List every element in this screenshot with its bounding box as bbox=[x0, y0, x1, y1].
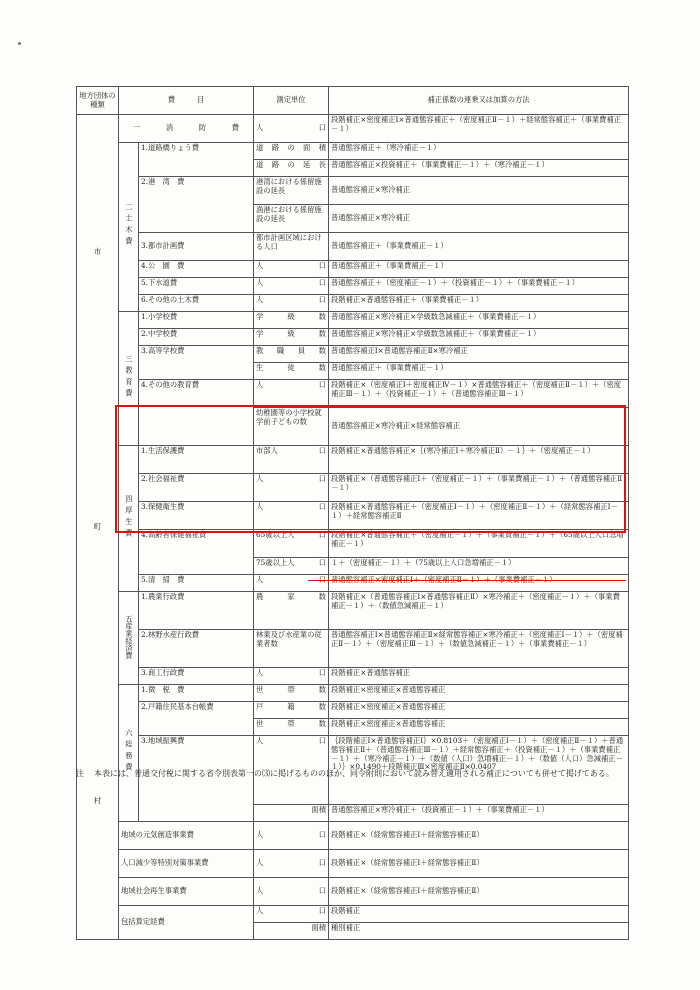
table-row bbox=[77, 530, 629, 558]
group-somu: 六総務費 bbox=[119, 685, 139, 822]
group-kyoiku: 三教育費 bbox=[119, 312, 139, 446]
item-cell: 5.下水道費 bbox=[139, 278, 254, 295]
item-cell: 1.農業行政費 bbox=[139, 592, 254, 630]
header-local-gov-type: 地方団体の種類 bbox=[77, 87, 119, 115]
table-row bbox=[77, 278, 629, 295]
method-cell bbox=[329, 575, 629, 592]
unit-cell: 教職員数 bbox=[254, 346, 329, 363]
unit-cell: 人 口 bbox=[254, 878, 329, 906]
table-row bbox=[77, 575, 629, 592]
group-kosei: 四厚生費 bbox=[119, 446, 139, 592]
unit-cell: 面積 bbox=[254, 923, 329, 940]
method-cell: 普通態容補正＋（事業費補正－１） bbox=[329, 233, 629, 261]
unit-cell: 港湾における係留施設の延長 bbox=[254, 177, 329, 205]
method-cell: 種別補正 bbox=[329, 923, 629, 940]
table-header-row bbox=[77, 87, 629, 115]
item-cell: 6.その他の土木費 bbox=[139, 295, 254, 312]
group-doboku: 二土木費 bbox=[119, 143, 139, 312]
header-method: 補正係数の連乗又は加算の方法 bbox=[329, 87, 629, 115]
unit-cell: 学級数 bbox=[254, 312, 329, 329]
item-cell: 3.商工行政費 bbox=[139, 668, 254, 685]
method-cell: 普通態容補正×寒冷補正 bbox=[329, 205, 629, 233]
header-expense-item: 費 目 bbox=[119, 87, 254, 115]
item-cell: 3.地域振興費 bbox=[139, 736, 254, 822]
item-cell: 5.清 掃 費 bbox=[139, 575, 254, 592]
item-cell: 3.保健衛生費 bbox=[139, 502, 254, 530]
item-cell: 3.高等学校費 bbox=[139, 346, 254, 380]
item-shobo: 一 消 防 費 bbox=[119, 115, 254, 143]
method-cell: ｛段階補正Ⅰ×普通態容補正Ⅰ｝×0.8103＋（密度補正Ⅰ－１）＋（密度補正Ⅱ－１）＋普通態容補正Ⅱ＋（普通態容補正Ⅲ－１）＋経常態容補正＋（投資補正－１）＋（事業費補正－１）＋（寒冷補正－１）＋（数値（人口）急増補正－１）＋（数値（人口）急減補正－１）｝×0.1490＋段階補正Ⅲ×密度補正Ⅱ×0.0407 bbox=[329, 736, 629, 805]
item-cell: 3.都市計画費 bbox=[139, 233, 254, 261]
method-cell: 普通態容補正×寒冷補正×学級数急減補正＋（事業費補正－１） bbox=[329, 312, 629, 329]
item-cell: 1.徴 税 費 bbox=[139, 685, 254, 702]
unit-cell: 道路の面積 bbox=[254, 143, 329, 160]
group-sangyo: 五産業経済費 bbox=[119, 592, 139, 685]
category-son: 村 bbox=[93, 796, 102, 806]
table-row bbox=[77, 177, 629, 205]
table-row bbox=[77, 346, 629, 363]
method-cell: 段階補正×（経常態容補正Ⅰ＋経常態容補正Ⅱ） bbox=[329, 878, 629, 906]
unit-cell: 人 口 bbox=[254, 474, 329, 502]
correction-method-table bbox=[76, 86, 629, 940]
unit-cell: 幼稚園等の小学校就学前子どもの数 bbox=[254, 408, 329, 446]
method-cell: 段階補正×普通態容補正 bbox=[329, 668, 629, 685]
method-cell: 普通態容補正Ⅰ×普通態容補正Ⅱ×寒冷補正 bbox=[329, 346, 629, 363]
unit-cell: 農家数 bbox=[254, 592, 329, 630]
method-cell: 普通態容補正×寒冷補正＋（投資補正－１）＋（事業費補正－１） bbox=[329, 805, 629, 822]
method-cell: １＋（密度補正－１）＋（75歳以上人口急増補正－１） bbox=[329, 558, 629, 575]
method-cell: 段階補正×普通態容補正＋（密度補正Ⅰ－１）＋（密度補正Ⅱ－１）＋（経常態容補正Ⅰ－１）＋経常態容補正Ⅱ bbox=[329, 502, 629, 530]
unit-cell: 人 口 bbox=[254, 906, 329, 923]
unit-cell: 林業及び水産業の従業者数 bbox=[254, 630, 329, 668]
method-cell: 普通態容補正＋（密度補正－１）＋（投資補正－１）＋（事業費補正－１） bbox=[329, 278, 629, 295]
method-cell: 普通態容補正×寒冷補正 bbox=[329, 177, 629, 205]
item-cell: 地域社会再生事業費 bbox=[119, 878, 254, 906]
method-cell: 段階補正×密度補正×普通態容補正 bbox=[329, 685, 629, 702]
scan-speck bbox=[18, 42, 21, 45]
item-cell: 1.生活保護費 bbox=[139, 446, 254, 474]
item-cell: 1.小学校費 bbox=[139, 312, 254, 329]
item-cell: 2.中学校費 bbox=[139, 329, 254, 346]
unit-cell: 人 口 bbox=[254, 278, 329, 295]
unit-cell: 人 口 bbox=[254, 115, 329, 143]
method-cell: 普通態容補正＋（寒冷補正－１） bbox=[329, 143, 629, 160]
category-shi: 市 bbox=[93, 246, 102, 256]
unit-cell: 人 口 bbox=[254, 380, 329, 408]
table-row bbox=[77, 261, 629, 278]
unit-cell: 人 口 bbox=[254, 502, 329, 530]
unit-cell: 人 bbox=[254, 575, 329, 592]
unit-cell: 都市計画区域における人口 bbox=[254, 233, 329, 261]
method-cell: 段階補正×密度補正×普通態容補正 bbox=[329, 719, 629, 736]
unit-cell: 65歳以上人 口 bbox=[254, 530, 329, 558]
unit-cell: 世帯数 bbox=[254, 719, 329, 736]
table-row bbox=[77, 878, 629, 906]
item-cell: 包括算定経費 bbox=[119, 906, 254, 940]
footnote-mark: 注 bbox=[76, 769, 84, 778]
table-row bbox=[77, 446, 629, 474]
unit-cell: 人 口 bbox=[254, 295, 329, 312]
unit-cell: 人 口 bbox=[254, 668, 329, 685]
method-cell: 段階補正×（経常態容補正Ⅰ＋経常態容補正Ⅱ） bbox=[329, 850, 629, 878]
unit-cell: 面積 bbox=[254, 805, 329, 822]
unit-cell: 市部人 口 bbox=[254, 446, 329, 474]
method-cell: 段階補正×密度補正Ⅰ×普通態容補正＋（密度補正Ⅱ－１）＋経常態容補正＋（事業費補正－１） bbox=[329, 115, 629, 143]
table-row bbox=[77, 295, 629, 312]
unit-cell: 漁港における係留施設の延長 bbox=[254, 205, 329, 233]
category-cho: 町 bbox=[93, 521, 102, 531]
table-row bbox=[77, 233, 629, 261]
unit-cell: 道路の延長 bbox=[254, 160, 329, 177]
unit-cell: 75歳以上人 口 bbox=[254, 558, 329, 575]
table-row bbox=[77, 630, 629, 668]
method-cell: 段階補正×（密度補正Ⅰ＋密度補正Ⅳ－１）×普通態容補正＋（密度補正Ⅱ－１）＋（密度補正Ⅲ－１）＋（投資補正－１）＋（普通態容補正Ⅲ－１） bbox=[329, 380, 629, 408]
item-cell: 地域の元気創造事業費 bbox=[119, 822, 254, 850]
method-cell: 段階補正 bbox=[329, 906, 629, 923]
highlight-underline bbox=[308, 580, 626, 581]
unit-cell: 人 口 bbox=[254, 822, 329, 850]
method-cell: 普通態容補正＋（事業費補正－１） bbox=[329, 363, 629, 380]
table-row bbox=[77, 312, 629, 329]
table-row bbox=[77, 502, 629, 530]
footnote bbox=[76, 768, 636, 780]
table-row bbox=[77, 115, 629, 143]
table-row bbox=[77, 668, 629, 685]
method-cell: 普通態容補正×投資補正＋（事業費補正－１）＋（寒冷補正－１） bbox=[329, 160, 629, 177]
category-cell bbox=[77, 115, 119, 940]
header-unit: 測定単位 bbox=[254, 87, 329, 115]
item-cell: 4.公 園 費 bbox=[139, 261, 254, 278]
unit-cell: 人 口 bbox=[254, 736, 329, 805]
method-cell: 段階補正×普通態容補正×｛(寒冷補正Ⅰ＋寒冷補正Ⅱ）－１｝＋（密度補正－１） bbox=[329, 446, 629, 474]
table-row bbox=[77, 592, 629, 630]
method-cell: 普通態容補正×寒冷補正×学級数急減補正＋（事業費補正－１） bbox=[329, 329, 629, 346]
item-cell: 2.林野水産行政費 bbox=[139, 630, 254, 668]
item-cell: 4.その他の教育費 bbox=[139, 380, 254, 446]
item-cell: 4.高齢者保健福祉費 bbox=[139, 530, 254, 575]
item-cell: 人口減少等特別対策事業費 bbox=[119, 850, 254, 878]
table-row bbox=[77, 143, 629, 160]
unit-cell: 生徒数 bbox=[254, 363, 329, 380]
method-cell: 段階補正×密度補正×普通態容補正 bbox=[329, 702, 629, 719]
method-cell: 普通態容補正＋（事業費補正－１） bbox=[329, 261, 629, 278]
unit-cell: 世帯数 bbox=[254, 685, 329, 702]
table-row bbox=[77, 906, 629, 923]
footnote-text: 本表には、普通交付税に関する省令別表第一の⑶に掲げるもののほか、同令附則において読み替え適用される補正についても併せて掲げてある。 bbox=[94, 769, 614, 778]
item-cell: 2.戸籍住民基本台帳費 bbox=[139, 702, 254, 736]
item-cell: 1.道路橋りょう費 bbox=[139, 143, 254, 177]
unit-cell: 人 口 bbox=[254, 850, 329, 878]
method-cell: 段階補正×（普通態容補正Ⅰ×普通態容補正Ⅱ）×寒冷補正＋（密度補正－１）＋（事業費補正－１）＋（数値急減補正－１） bbox=[329, 592, 629, 630]
method-cell: 段階補正×普通態容補正＋（事業費補正－１） bbox=[329, 295, 629, 312]
item-cell: 2.港 湾 費 bbox=[139, 177, 254, 233]
item-cell: 2.社会福祉費 bbox=[139, 474, 254, 502]
table-row bbox=[77, 685, 629, 702]
method-cell: 段階補正×（経常態容補正Ⅰ＋経常態容補正Ⅱ） bbox=[329, 822, 629, 850]
table-row bbox=[77, 329, 629, 346]
method-cell: 段階補正×（普通態容補正Ⅰ＋（密度補正－１）＋（事業費補正－１）＋（普通態容補正Ⅱ－１） bbox=[329, 474, 629, 502]
table-row bbox=[77, 380, 629, 408]
method-cell: 段階補正×普通態容補正＋（密度補正－１）＋（事業費補正－１）＋（65歳以上人口急増補正－１） bbox=[329, 530, 629, 558]
unit-cell: 戸籍数 bbox=[254, 702, 329, 719]
table-row bbox=[77, 702, 629, 719]
table-row bbox=[77, 850, 629, 878]
method-cell: 普通態容補正Ⅰ×普通態容補正Ⅱ×経常態容補正×寒冷補正＋（密度補正Ⅰ－１）＋（密度補正Ⅱ－１）＋（密度補正Ⅲ－１）＋（数値急減補正－１）＋（事業費補正－１） bbox=[329, 630, 629, 668]
method-cell: 普通態容補正×寒冷補正×経常態容補正 bbox=[329, 408, 629, 446]
unit-cell: 人 口 bbox=[254, 261, 329, 278]
table-row bbox=[77, 822, 629, 850]
table-row bbox=[77, 474, 629, 502]
unit-cell: 学級数 bbox=[254, 329, 329, 346]
